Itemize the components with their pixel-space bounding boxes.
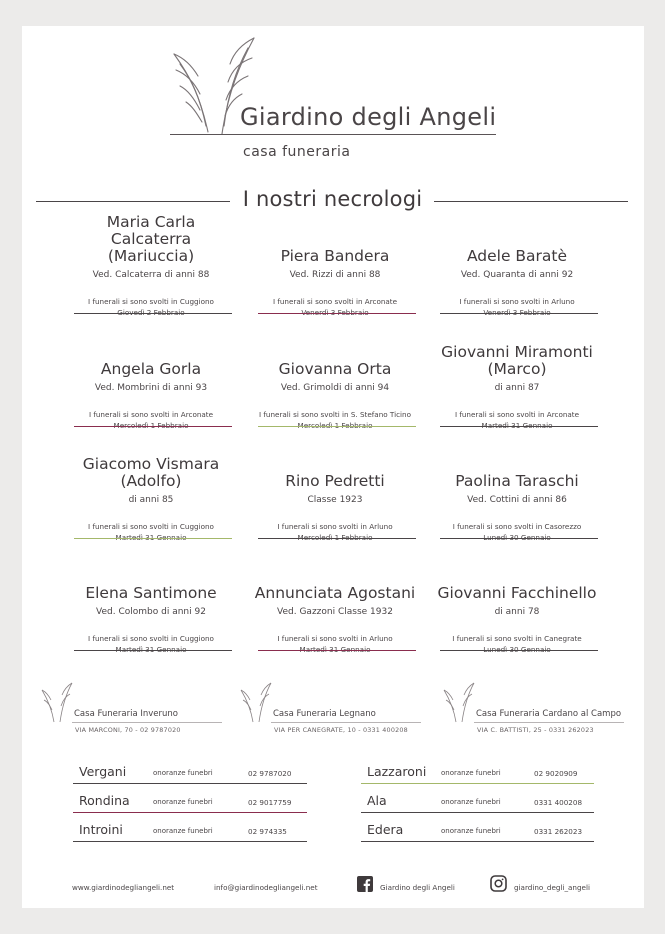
deceased-details: di anni 78 [494, 607, 540, 617]
directory-entry[interactable] [73, 789, 307, 815]
entry-divider [361, 841, 594, 842]
deceased-details: Ved. Calcaterra di anni 88 [92, 270, 210, 280]
directory-entry[interactable] [361, 818, 594, 844]
deceased-name: Giacomo Vismara (Adolfo) [82, 455, 220, 490]
funeral-place: I funerali si sono svolti in Cuggiono [88, 634, 214, 643]
funeral-place: I funerali si sono svolti in Cuggiono [88, 297, 214, 306]
directory-entry[interactable] [73, 818, 307, 844]
brand-name: Giardino degli Angeli [240, 103, 497, 131]
funeral-place: I funerali si sono svolti in Arluno [277, 634, 393, 643]
deceased-details: Ved. Rizzi di anni 88 [289, 270, 381, 280]
entry-divider [73, 783, 307, 784]
obituary-card[interactable] [426, 207, 608, 318]
funeral-place: I funerali si sono svolti in Arconate [454, 410, 580, 419]
directory-entry[interactable] [361, 760, 594, 786]
instagram-icon[interactable] [490, 875, 507, 892]
agency-type: onoranze funebri [441, 827, 501, 835]
brand-underline [170, 134, 496, 135]
funeral-place: I funerali si sono svolti in Arluno [277, 522, 393, 531]
branch-cardano [442, 682, 628, 742]
card-divider [440, 538, 598, 539]
deceased-name: Adele Baratè [466, 247, 568, 265]
funeral-place: I funerali si sono svolti in Arluno [459, 297, 575, 306]
footer-instagram[interactable]: giardino_degli_angeli [514, 883, 590, 892]
card-divider [258, 650, 416, 651]
card-divider [74, 650, 232, 651]
deceased-details: Classe 1923 [307, 495, 363, 505]
agency-type: onoranze funebri [441, 798, 501, 806]
branch-divider [72, 722, 222, 723]
deceased-details: Ved. Colombo di anni 92 [96, 607, 206, 617]
deceased-details: Ved. Mombrini di anni 93 [94, 383, 208, 393]
agency-name: Introini [79, 822, 123, 837]
obituary-card[interactable] [426, 320, 608, 431]
funeral-place: I funerali si sono svolti in Arconate [88, 410, 214, 419]
obituary-card[interactable] [60, 432, 242, 543]
agency-name: Edera [367, 822, 404, 837]
agency-name: Rondina [79, 793, 130, 808]
section-rule-right [434, 201, 628, 202]
directory-entry[interactable] [361, 789, 594, 815]
obituary-card[interactable] [60, 544, 242, 655]
footer-website[interactable]: www.giardinodegliangeli.net [72, 883, 175, 892]
section-title: I nostri necrologi [242, 187, 423, 211]
entry-divider [361, 783, 594, 784]
branch-divider [474, 722, 624, 723]
agency-phone: 02 974335 [248, 827, 287, 836]
branch-address: VIA MARCONI, 70 - 02 9787020 [75, 726, 181, 734]
angel-wings-icon [239, 682, 273, 724]
funeral-place: I funerali si sono svolti in Casorezzo [452, 522, 582, 531]
agency-name: Ala [367, 793, 387, 808]
deceased-details: Ved. Gazzoni Classe 1932 [277, 607, 393, 617]
agency-type: onoranze funebri [153, 769, 213, 777]
branch-legnano [239, 682, 425, 742]
deceased-details: di anni 87 [494, 383, 540, 393]
agency-type: onoranze funebri [153, 827, 213, 835]
entry-divider [73, 812, 307, 813]
obituary-card[interactable] [244, 544, 426, 655]
brand-subtitle: casa funeraria [243, 144, 351, 160]
funeral-place: I funerali si sono svolti in Canegrate [452, 634, 582, 643]
agency-phone: 0331 400208 [534, 798, 583, 807]
deceased-name: Angela Gorla [100, 360, 202, 378]
obituary-card[interactable] [244, 432, 426, 543]
card-divider [258, 426, 416, 427]
agency-phone: 02 9787020 [248, 769, 292, 778]
directory-entry[interactable] [73, 760, 307, 786]
facebook-icon[interactable] [357, 876, 373, 892]
card-divider [440, 426, 598, 427]
funeral-place: I funerali si sono svolti in Cuggiono [88, 522, 214, 531]
agency-phone: 02 9017759 [248, 798, 292, 807]
obituary-card[interactable] [60, 207, 242, 318]
deceased-name: Giovanna Orta [278, 360, 392, 378]
agency-name: Lazzaroni [367, 764, 427, 779]
card-divider [258, 313, 416, 314]
deceased-name: Rino Pedretti [285, 472, 385, 490]
deceased-name: Elena Santimone [85, 584, 217, 602]
deceased-name: Giovanni Miramonti (Marco) [441, 343, 593, 378]
card-divider [74, 313, 232, 314]
obituary-card[interactable] [244, 320, 426, 431]
agency-type: onoranze funebri [153, 798, 213, 806]
branch-inveruno [40, 682, 226, 742]
deceased-name: Paolina Taraschi [455, 472, 579, 490]
branch-divider [271, 722, 421, 723]
obituary-card[interactable] [60, 320, 242, 431]
deceased-name: Giovanni Facchinello [437, 584, 597, 602]
deceased-details: Ved. Cottini di anni 86 [467, 495, 567, 505]
card-divider [440, 650, 598, 651]
branch-address: VIA C. BATTISTI, 25 - 0331 262023 [477, 726, 594, 734]
deceased-details: di anni 85 [128, 495, 174, 505]
obituary-card[interactable] [426, 432, 608, 543]
entry-divider [361, 812, 594, 813]
agency-name: Vergani [79, 764, 127, 779]
deceased-name: Maria Carla Calcaterra (Mariuccia) [106, 213, 196, 265]
deceased-details: Ved. Quaranta di anni 92 [460, 270, 574, 280]
agency-type: onoranze funebri [441, 769, 501, 777]
obituary-card[interactable] [244, 207, 426, 318]
footer-email[interactable]: info@giardinodegliangeli.net [214, 883, 318, 892]
branch-name: Casa Funeraria Inveruno [74, 709, 179, 719]
entry-divider [73, 841, 307, 842]
branch-name: Casa Funeraria Cardano al Campo [476, 709, 622, 719]
obituary-card[interactable] [426, 544, 608, 655]
card-divider [258, 538, 416, 539]
funeral-place: I funerali si sono svolti in S. Stefano Ticino [258, 410, 411, 419]
card-divider [74, 538, 232, 539]
card-divider [440, 313, 598, 314]
deceased-name: Annunciata Agostani [254, 584, 416, 602]
branch-name: Casa Funeraria Legnano [273, 709, 376, 719]
agency-phone: 0331 262023 [534, 827, 583, 836]
branch-address: VIA PER CANEGRATE, 10 - 0331 400208 [274, 726, 408, 734]
card-divider [74, 426, 232, 427]
deceased-name: Piera Bandera [280, 247, 390, 265]
deceased-details: Ved. Grimoldi di anni 94 [280, 383, 390, 393]
angel-wings-icon [40, 682, 74, 724]
angel-wings-icon [442, 682, 476, 724]
agency-phone: 02 9020909 [534, 769, 578, 778]
funeral-place: I funerali si sono svolti in Arconate [272, 297, 398, 306]
footer-facebook[interactable]: Giardino degli Angeli [380, 883, 455, 892]
